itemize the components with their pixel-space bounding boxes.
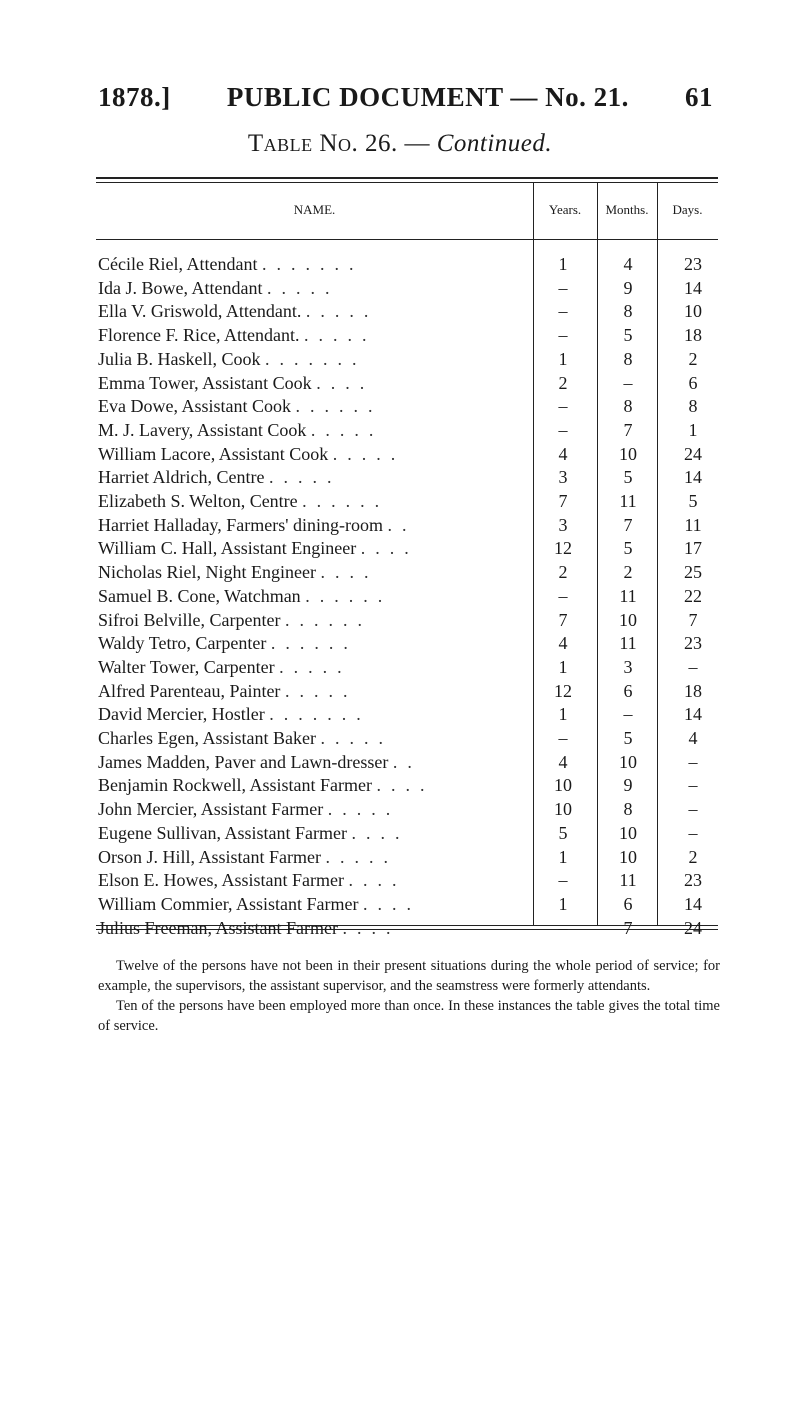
days-cell: 23 [684,254,702,274]
years-cell: 4 [558,633,568,654]
employee-name: William C. Hall, Assistant Engineer [98,538,357,559]
employee-name-cell [98,703,518,726]
footnote-2: Ten of the persons have been employed more than once. In these instances the table gives the total time of service. [98,998,720,1034]
employee-name: Alfred Parenteau, Painter [98,680,281,701]
employee-name: John Mercier, Assistant Farmer [98,799,324,820]
days-cell: – [688,822,698,843]
employee-name-cell [98,798,518,821]
months-cell: 5 [623,467,633,488]
employee-name-cell [98,774,518,797]
days-cell: 7 [688,609,698,630]
employee-name-cell [98,751,518,774]
employee-name-cell [98,561,518,584]
days-cell: 17 [684,538,702,559]
employee-name: David Mercier, Hostler [98,704,265,725]
table-row [96,727,718,750]
employee-name: Orson J. Hill, Assistant Farmer [98,846,321,867]
months-cell: 4 [623,254,633,274]
table-top-rule-thin [96,182,718,183]
years-cell: 5 [558,822,568,843]
days-cell: 23 [684,633,702,654]
table-row [96,751,718,774]
employee-name: Nicholas Riel, Night Engineer [98,562,316,583]
employee-name-cell [98,466,518,489]
leader-dots: ..... [268,467,342,488]
days-cell: 24 [684,443,702,464]
employee-name: Sifroi Belville, Carpenter [98,609,281,630]
table-row [96,656,718,679]
days-cell: 18 [684,680,702,701]
years-cell: – [558,301,568,322]
table-title [0,130,800,158]
table-header-rule [96,239,718,240]
table-row [96,609,718,632]
table-row [96,846,718,869]
employee-name-cell [98,846,518,869]
leader-dots: .... [360,538,419,559]
years-cell: – [558,728,568,748]
employee-name-cell [98,893,518,916]
leader-dots: ..... [332,443,406,464]
months-cell: 8 [623,348,633,369]
years-cell: 3 [558,467,568,488]
months-cell: 10 [619,846,637,867]
employee-name: M. J. Lavery, Assistant Cook [98,419,307,440]
days-cell: 22 [684,585,702,606]
years-cell: – [558,325,568,346]
months-cell: 7 [623,419,633,440]
months-cell: 7 [623,917,633,938]
employee-name: Harriet Halladay, Farmers' dining-room [98,514,383,535]
employee-name-cell [98,632,518,655]
months-cell: – [623,704,633,725]
employee-name-cell [98,609,518,632]
table-row [96,324,718,347]
table-top-rule [96,177,718,179]
table-row [96,537,718,560]
leader-dots: .... [348,870,407,891]
years-cell: 1 [558,704,568,725]
leader-dots: ....... [265,348,367,369]
days-cell: 11 [684,514,702,535]
employee-name-cell [98,680,518,703]
employee-name-cell [98,372,518,395]
days-cell: 5 [688,491,698,511]
leader-dots: .... [363,893,422,914]
leader-dots: ..... [284,680,358,701]
table-row [96,869,718,892]
months-cell: 11 [619,870,637,891]
years-cell: 10 [554,799,572,820]
months-cell: 8 [623,396,633,417]
years-cell: 1 [558,893,568,914]
days-cell: 14 [684,277,702,298]
column-header-months: Months. [605,202,649,217]
years-cell: 10 [554,775,572,796]
years-cell: 2 [558,562,568,583]
employee-name-cell [98,822,518,845]
leader-dots: ...... [295,396,383,417]
leader-dots: ...... [270,633,358,654]
employee-name: Elson E. Howes, Assistant Farmer [98,870,344,891]
table-row [96,300,718,323]
days-cell: 18 [684,325,702,346]
days-cell: 1 [688,419,698,440]
employee-name-cell [98,395,518,418]
table-row [96,822,718,845]
leader-dots: ..... [266,277,340,298]
leader-dots: ....... [269,704,371,725]
months-cell: 5 [623,538,633,559]
table-title-label: Table No. 26. [247,130,398,157]
leader-dots: .... [351,822,410,843]
months-cell: 10 [619,751,637,772]
employee-name: William Commier, Assistant Farmer [98,893,359,914]
employee-name-cell [98,419,518,442]
employee-name: Florence F. Rice, Attendant. [98,325,300,346]
years-cell: 7 [558,491,568,511]
employee-name: Ida J. Bowe, Attendant [98,277,263,298]
leader-dots: ..... [327,799,401,820]
table-row [96,680,718,703]
leader-dots: ...... [305,585,393,606]
days-cell: 25 [684,562,702,583]
leader-dots: ..... [279,656,352,677]
employee-name-cell [98,443,518,466]
months-cell: 5 [623,325,633,346]
years-cell: 2 [558,372,568,393]
years-cell: – [558,585,568,606]
months-cell: 6 [623,680,633,701]
table-row [96,253,718,276]
table-row [96,585,718,608]
months-cell: 3 [623,656,633,677]
table-row [96,632,718,655]
employee-name: Benjamin Rockwell, Assistant Farmer [98,775,372,796]
days-cell: – [688,751,698,772]
leader-dots: ..... [305,301,379,322]
months-cell: 9 [623,277,633,298]
years-cell: 3 [558,514,568,535]
header-year: 1878.] [98,82,171,112]
table-title-dash: — [397,130,437,157]
months-cell: 5 [623,728,633,748]
leader-dots: ..... [304,325,377,346]
footnotes [98,956,720,1036]
table-row [96,917,718,940]
years-cell: 4 [558,751,568,772]
years-cell: – [558,870,568,891]
years-cell: 1 [558,348,568,369]
employee-name-cell [98,656,518,679]
table-row [96,514,718,537]
employee-name: Elizabeth S. Welton, Centre [98,491,298,511]
days-cell: 14 [684,893,702,914]
leader-dots: ..... [325,846,398,867]
employee-name: Ella V. Griswold, Attendant. [98,301,302,322]
employee-name-cell [98,490,518,513]
years-cell: – [558,396,568,417]
employee-name-cell [98,585,518,608]
table-row [96,490,718,513]
days-cell: 4 [688,728,698,748]
years-cell: 12 [554,538,572,559]
days-cell: 8 [688,396,698,417]
table-row [96,893,718,916]
table-row [96,466,718,489]
employee-name-cell [98,348,518,371]
employee-name: Emma Tower, Assistant Cook [98,372,312,393]
leader-dots: ....... [261,254,364,274]
table-row [96,419,718,442]
header-document-title: PUBLIC DOCUMENT — No. 21. [226,82,629,112]
months-cell: 10 [619,443,637,464]
employee-name: Charles Egen, Assistant Baker [98,728,316,748]
employee-name: Walter Tower, Carpenter [98,656,275,677]
table-row [96,348,718,371]
days-cell: 10 [684,301,702,322]
table-row [96,443,718,466]
employee-name: William Lacore, Assistant Cook [98,443,329,464]
months-cell: 10 [619,822,637,843]
days-cell: 14 [684,467,702,488]
employee-name-cell [98,917,518,940]
leader-dots: ..... [310,419,384,440]
months-cell: 7 [623,514,633,535]
days-cell: 14 [684,704,702,725]
employee-name-cell [98,514,518,537]
years-cell: – [558,277,568,298]
leader-dots: .. [387,514,417,535]
months-cell: 10 [619,609,637,630]
employee-name: Eugene Sullivan, Assistant Farmer [98,822,347,843]
months-cell: – [623,372,633,393]
employee-name: Cécile Riel, Attendant [98,254,258,274]
years-cell: 1 [558,254,568,274]
table-row [96,395,718,418]
table-row [96,798,718,821]
years-cell: 7 [558,609,568,630]
employee-name: Eva Dowe, Assistant Cook [98,396,291,417]
months-cell: 8 [623,799,633,820]
employee-name: Waldy Tetro, Carpenter [98,633,267,654]
leader-dots: ...... [302,491,390,511]
years-cell: – [558,419,568,440]
employee-name-cell [98,869,518,892]
leader-dots: ..... [320,728,393,748]
employee-name: Harriet Aldrich, Centre [98,467,265,488]
employee-name-cell [98,324,518,347]
leader-dots: .. [392,751,422,772]
years-cell: 12 [554,680,572,701]
years-cell: 4 [558,443,568,464]
employee-name-cell [98,277,518,300]
days-cell: – [688,656,698,677]
leader-dots: ...... [284,609,372,630]
months-cell: 8 [623,301,633,322]
table-row [96,774,718,797]
months-cell: 11 [619,491,637,511]
employee-name-cell [98,727,518,750]
employee-name: Julia B. Haskell, Cook [98,348,261,369]
months-cell: 2 [623,562,633,583]
leader-dots: .... [376,775,435,796]
table-row [96,277,718,300]
months-cell: 11 [619,633,637,654]
days-cell: 2 [688,846,698,867]
running-header [98,82,713,113]
leader-dots: .... [316,372,375,393]
days-cell: 24 [684,917,702,938]
column-header-days: Days. [672,202,703,217]
leader-dots: .... [320,562,379,583]
years-cell: – [558,917,568,938]
table-row [96,703,718,726]
employee-name-cell [98,253,518,276]
footnote-1: Twelve of the persons have not been in their present situations during the whole period of service; for example, the supervisors, the assistant supervisor, and the seamstress were formerly attendants. [98,958,720,994]
table-row [96,372,718,395]
months-cell: 6 [623,893,633,914]
employee-name-cell [98,300,518,323]
table-title-continued: Continued. [436,130,553,157]
days-cell: 2 [688,348,698,369]
employee-name: James Madden, Paver and Lawn-dresser [98,751,389,772]
table-row [96,561,718,584]
employee-name-cell [98,537,518,560]
months-cell: 11 [619,585,637,606]
column-header-years: Years. [548,202,582,217]
years-cell: 1 [558,656,568,677]
employee-name: Samuel B. Cone, Watchman [98,585,301,606]
leader-dots: .... [342,917,401,938]
employee-name: Julius Freeman, Assistant Farmer [98,917,338,938]
column-header-name: NAME. [293,202,336,217]
months-cell: 9 [623,775,633,796]
page-number: 61 [685,82,713,112]
days-cell: – [688,775,698,796]
years-cell: 1 [558,846,568,867]
days-cell: 6 [688,372,698,393]
days-cell: 23 [684,870,702,891]
days-cell: – [688,799,698,820]
